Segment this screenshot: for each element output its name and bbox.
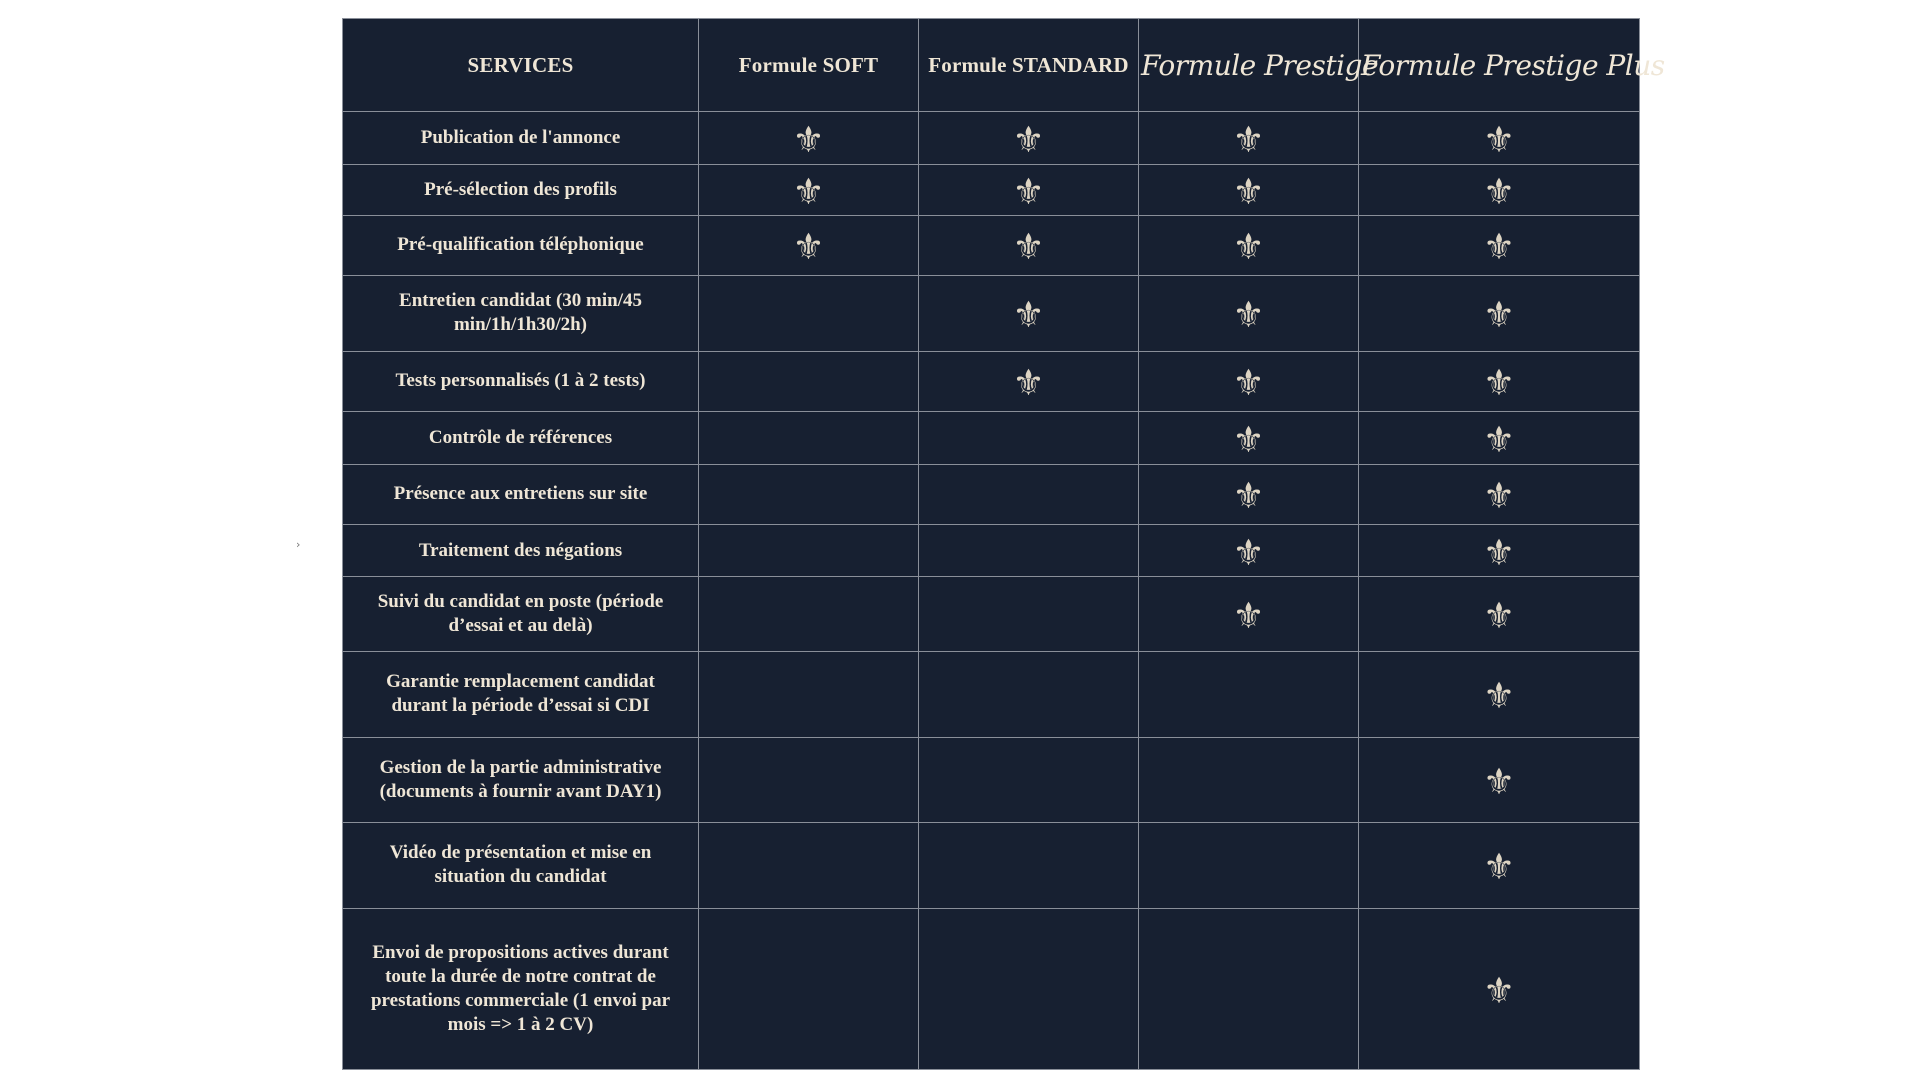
cell-soft bbox=[699, 464, 919, 524]
service-name-cell: Traitement des négations bbox=[343, 524, 699, 576]
fleur-de-lis-icon: ⚜ bbox=[1482, 172, 1516, 214]
cell-prestige bbox=[1139, 651, 1359, 737]
cell-standard bbox=[919, 823, 1139, 909]
header-formule-standard: Formule STANDARD bbox=[919, 19, 1139, 112]
fleur-de-lis-icon: ⚜ bbox=[1232, 596, 1265, 638]
cell-standard bbox=[919, 577, 1139, 652]
table-row bbox=[343, 651, 1640, 737]
services-comparison-table bbox=[342, 18, 1665, 1070]
fleur-de-lis-icon: ⚜ bbox=[1232, 476, 1265, 518]
service-name-cell: Vidéo de présentation et mise en situation du candidat bbox=[343, 823, 699, 909]
cell-soft bbox=[699, 823, 919, 909]
cell-prestige-plus bbox=[1359, 524, 1640, 576]
cell-prestige bbox=[1139, 908, 1359, 1069]
fleur-de-lis-icon: ⚜ bbox=[1232, 172, 1265, 214]
service-name-cell: Garantie remplacement candidat durant la période d’essai si CDI bbox=[343, 651, 699, 737]
cell-soft bbox=[699, 215, 919, 275]
fleur-de-lis-icon: ⚜ bbox=[1232, 363, 1265, 405]
table-row bbox=[343, 112, 1640, 165]
cell-standard bbox=[919, 215, 1139, 275]
fleur-de-lis-icon: ⚜ bbox=[1482, 419, 1516, 461]
table-row bbox=[343, 215, 1640, 275]
service-name-cell: Pré-sélection des profils bbox=[343, 165, 699, 215]
table-row bbox=[343, 524, 1640, 576]
header-formule-prestige-plus: Formule Prestige Plus bbox=[1359, 19, 1640, 112]
table-row bbox=[343, 737, 1640, 823]
cell-prestige-plus bbox=[1359, 908, 1640, 1069]
cell-soft bbox=[699, 276, 919, 352]
fleur-de-lis-icon: ⚜ bbox=[1482, 596, 1516, 638]
cell-prestige-plus bbox=[1359, 651, 1640, 737]
cell-standard bbox=[919, 412, 1139, 464]
fleur-de-lis-icon: ⚜ bbox=[1232, 419, 1265, 461]
cell-prestige bbox=[1139, 577, 1359, 652]
table-row bbox=[343, 908, 1640, 1069]
table-row bbox=[343, 464, 1640, 524]
table-row bbox=[343, 276, 1640, 352]
fleur-de-lis-icon: ⚜ bbox=[1012, 227, 1045, 269]
cell-prestige-plus bbox=[1359, 112, 1640, 165]
cell-soft bbox=[699, 112, 919, 165]
cell-standard bbox=[919, 165, 1139, 215]
header-formule-prestige: Formule Prestige bbox=[1139, 19, 1359, 112]
table-row bbox=[343, 165, 1640, 215]
fleur-de-lis-icon: ⚜ bbox=[1482, 970, 1516, 1012]
cell-prestige-plus bbox=[1359, 464, 1640, 524]
fleur-de-lis-icon: ⚜ bbox=[792, 227, 825, 269]
cell-soft bbox=[699, 351, 919, 411]
fleur-de-lis-icon: ⚜ bbox=[1482, 295, 1516, 337]
service-name-cell: Contrôle de références bbox=[343, 412, 699, 464]
service-name-cell: Suivi du candidat en poste (période d’essai et au delà) bbox=[343, 577, 699, 652]
fleur-de-lis-icon: ⚜ bbox=[792, 120, 825, 162]
cell-prestige bbox=[1139, 351, 1359, 411]
service-name-cell: Publication de l'annonce bbox=[343, 112, 699, 165]
mouse-cursor-icon: › bbox=[296, 538, 301, 551]
fleur-de-lis-icon: ⚜ bbox=[792, 172, 825, 214]
cell-prestige bbox=[1139, 737, 1359, 823]
cell-prestige-plus bbox=[1359, 823, 1640, 909]
cell-prestige-plus bbox=[1359, 276, 1640, 352]
header-services: SERVICES bbox=[343, 19, 699, 112]
fleur-de-lis-icon: ⚜ bbox=[1012, 120, 1045, 162]
table-header-row bbox=[343, 19, 1640, 112]
fleur-de-lis-icon: ⚜ bbox=[1232, 532, 1265, 574]
table-row bbox=[343, 823, 1640, 909]
services-comparison-table-container bbox=[342, 18, 1665, 1070]
fleur-de-lis-icon: ⚜ bbox=[1482, 761, 1516, 803]
service-name-cell: Tests personnalisés (1 à 2 tests) bbox=[343, 351, 699, 411]
cell-standard bbox=[919, 651, 1139, 737]
fleur-de-lis-icon: ⚜ bbox=[1012, 363, 1045, 405]
cell-standard bbox=[919, 464, 1139, 524]
cell-prestige bbox=[1139, 524, 1359, 576]
cell-prestige bbox=[1139, 823, 1359, 909]
cell-standard bbox=[919, 276, 1139, 352]
fleur-de-lis-icon: ⚜ bbox=[1232, 227, 1265, 269]
fleur-de-lis-icon: ⚜ bbox=[1232, 120, 1265, 162]
service-name-cell: Présence aux entretiens sur site bbox=[343, 464, 699, 524]
fleur-de-lis-icon: ⚜ bbox=[1482, 847, 1516, 889]
fleur-de-lis-icon: ⚜ bbox=[1232, 295, 1265, 337]
cell-soft bbox=[699, 908, 919, 1069]
service-name-cell: Pré-qualification téléphonique bbox=[343, 215, 699, 275]
cell-prestige bbox=[1139, 412, 1359, 464]
cell-standard bbox=[919, 351, 1139, 411]
cell-prestige-plus bbox=[1359, 165, 1640, 215]
cell-prestige-plus bbox=[1359, 577, 1640, 652]
service-name-cell: Entretien candidat (30 min/45 min/1h/1h30/2h) bbox=[343, 276, 699, 352]
cell-prestige bbox=[1139, 215, 1359, 275]
table-row bbox=[343, 351, 1640, 411]
table-row bbox=[343, 577, 1640, 652]
cell-standard bbox=[919, 112, 1139, 165]
cell-soft bbox=[699, 165, 919, 215]
header-formule-soft: Formule SOFT bbox=[699, 19, 919, 112]
service-name-cell: Envoi de propositions actives durant toute la durée de notre contrat de prestations commerciale (1 envoi par mois => 1 à 2 CV) bbox=[343, 908, 699, 1069]
table-body bbox=[343, 112, 1640, 1070]
cell-standard bbox=[919, 908, 1139, 1069]
fleur-de-lis-icon: ⚜ bbox=[1482, 227, 1516, 269]
cell-prestige-plus bbox=[1359, 737, 1640, 823]
cell-soft bbox=[699, 577, 919, 652]
service-name-cell: Gestion de la partie administrative (documents à fournir avant DAY1) bbox=[343, 737, 699, 823]
cell-prestige-plus bbox=[1359, 351, 1640, 411]
cell-standard bbox=[919, 737, 1139, 823]
fleur-de-lis-icon: ⚜ bbox=[1482, 476, 1516, 518]
cell-prestige-plus bbox=[1359, 412, 1640, 464]
cell-standard bbox=[919, 524, 1139, 576]
cell-soft bbox=[699, 651, 919, 737]
cell-prestige bbox=[1139, 165, 1359, 215]
fleur-de-lis-icon: ⚜ bbox=[1012, 172, 1045, 214]
cell-soft bbox=[699, 737, 919, 823]
table-row bbox=[343, 412, 1640, 464]
fleur-de-lis-icon: ⚜ bbox=[1482, 676, 1516, 718]
cell-soft bbox=[699, 524, 919, 576]
fleur-de-lis-icon: ⚜ bbox=[1012, 295, 1045, 337]
fleur-de-lis-icon: ⚜ bbox=[1482, 120, 1516, 162]
fleur-de-lis-icon: ⚜ bbox=[1482, 532, 1516, 574]
cell-prestige bbox=[1139, 112, 1359, 165]
cell-prestige bbox=[1139, 464, 1359, 524]
cell-prestige-plus bbox=[1359, 215, 1640, 275]
cell-prestige bbox=[1139, 276, 1359, 352]
fleur-de-lis-icon: ⚜ bbox=[1482, 363, 1516, 405]
cell-soft bbox=[699, 412, 919, 464]
